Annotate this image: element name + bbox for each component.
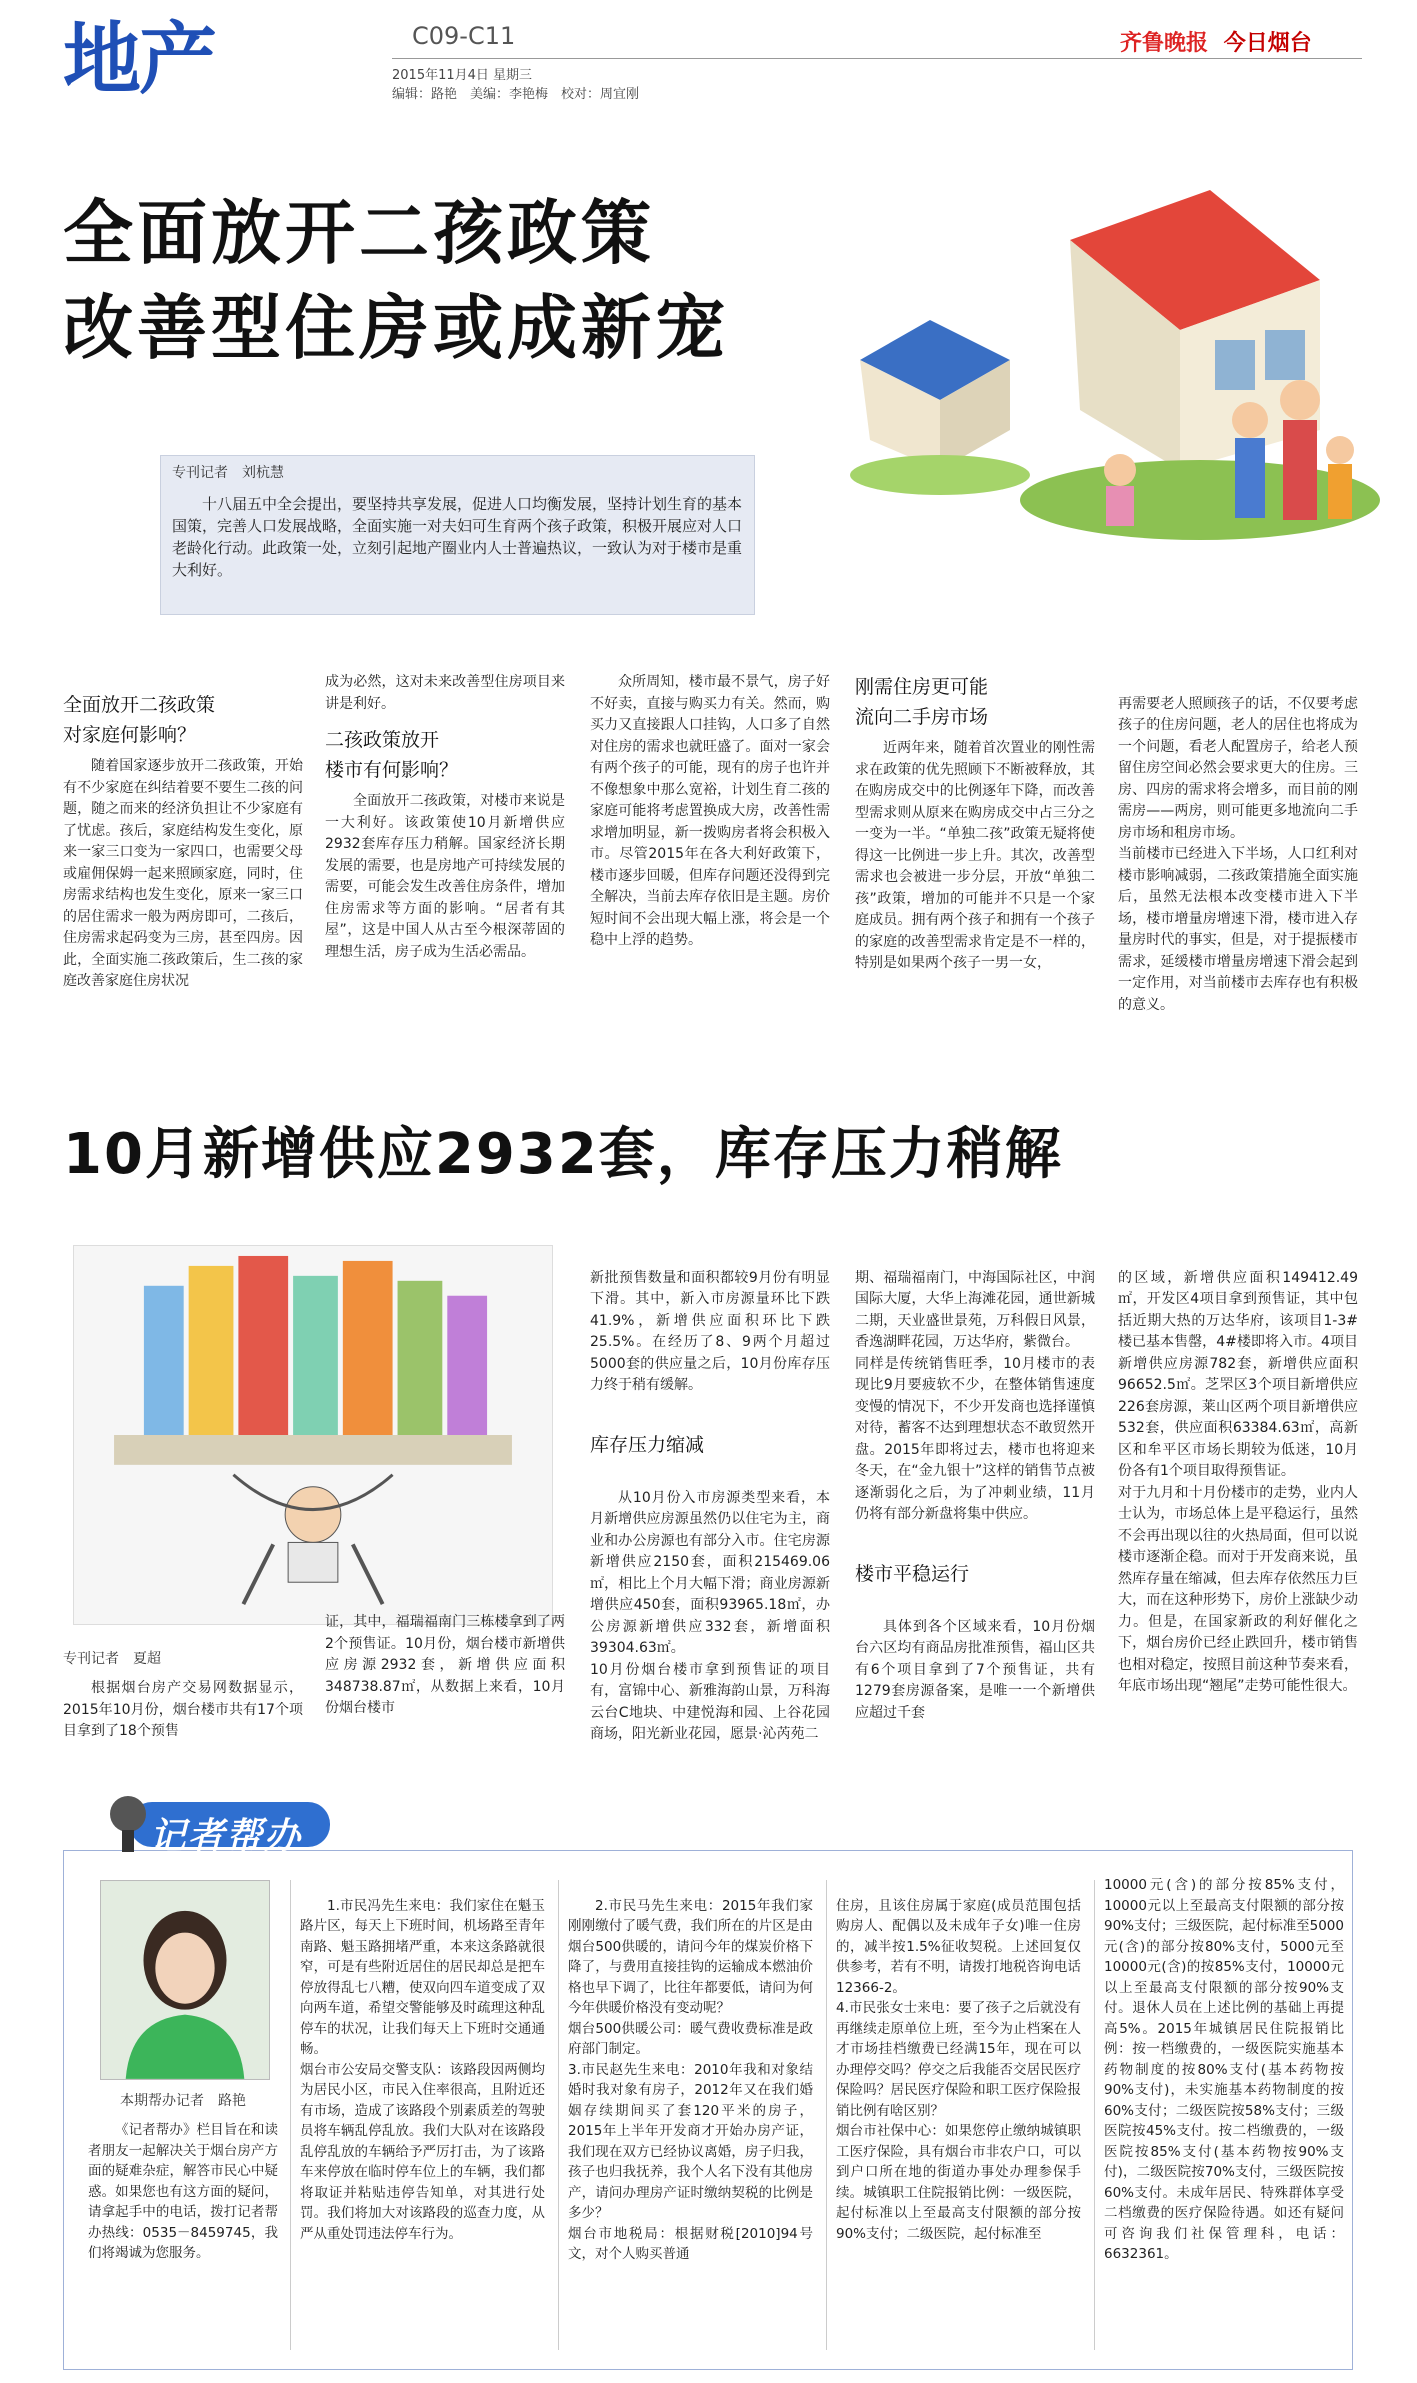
brand-tag: 今日烟台 — [1223, 31, 1312, 56]
subhead-3b: 流向二手房市场 — [855, 706, 989, 728]
article1-col1 — [63, 690, 303, 993]
help-col2 — [568, 1875, 813, 2285]
article2-text-2: 证，其中，福瑞福南门三栋楼拿到了两2个预售证。10月份，烟台楼市新增供应房源2932套，新增供应面积348738.87㎡，从数据上来看，10月份烟台楼市 — [325, 1614, 565, 1716]
subhead-1a: 全面放开二孩政策 — [63, 694, 216, 716]
article2-col2 — [325, 1612, 565, 1720]
subhead-stock: 库存压力缩减 — [590, 1434, 705, 1456]
issue-date: 2015年11月4日 星期三 — [392, 68, 533, 83]
section-logo: 地产 — [63, 15, 216, 105]
article1-col5 — [1118, 672, 1358, 1038]
article2-col3 — [590, 1246, 830, 1767]
page-range: C09-C11 — [412, 22, 516, 50]
help-col1 — [300, 1875, 545, 2265]
article2-byline: 专刊记者 夏超 — [63, 1651, 161, 1667]
subhead-1b: 对家庭何影响？ — [63, 724, 197, 746]
article1-text-3: 众所周知，楼市最不景气，房子好不好卖，直接与购买力有关。然而，购买力又直接跟人口挂钩，人口多了自然对住房的需求也就旺盛了。面对一家会有两个孩子的可能，现有的房子也许并不像想象中那么宽裕，计划生育二孩的家庭可能将考虑置换成大房，改善性需求增加明显，新一拨购房者将会积极入市。尽管2015年在各大利好政策下，楼市逐步回暖，但库存问题还没得到完全解决，当前去库存依旧是主题。房价短时间不会出现大幅上涨，将会是一个稳中上浮的趋势。 — [590, 674, 830, 948]
issue-meta — [392, 66, 639, 104]
family-house-illustration — [820, 170, 1380, 590]
subhead-2b: 楼市有何影响？ — [325, 759, 459, 781]
subhead-2a: 二孩政策放开 — [325, 729, 440, 751]
subhead-3a: 刚需住房更可能 — [855, 676, 989, 698]
article2-col4 — [855, 1246, 1095, 1746]
article1-text-4: 近两年来，随着首次置业的刚性需求在政策的优先照顾下不断被释放，其在购房成交中的比例逐年下降，而改善型需求则从原来在购房成交中占三分之一变为一半。“单独二孩”政策无疑将使得这一比例进一步上升。其次，改善型需求也会被进一步分层，开放“单独二孩”政策，增加的可能并不只是一个家庭成员。拥有两个孩子和拥有一个孩子的家庭的改善型需求肯定是不一样的，特别是如果两个孩子一男一女， — [855, 740, 1095, 971]
article2-col1 — [63, 1678, 303, 1743]
newspaper-brand — [1120, 26, 1312, 57]
subhead-stable: 楼市平稳运行 — [855, 1563, 970, 1585]
article1-text-2b: 全面放开二孩政策，对楼市来说是一大利好。该政策使10月新增供应2932套库存压力稍解。国家经济长期发展的需要，也是房地产可持续发展的需要，可能会发生改善住房条件，增加住房需求等方面的影响。“居者有其屋”，这是中国人从古至今根深蒂固的理想生活，房子成为生活必需品。 — [325, 793, 565, 960]
article1-text-1: 随着国家逐步放开二孩政策，开始有不少家庭在纠结着要不要生二孩的问题，随之而来的经济负担让不少家庭有了忧虑。孩后，家庭结构发生变化，原来一家三口变为一家四口，也需要父母或雇佣保姆一起来照顾家庭，同时，住房需求结构也发生变化，原来一家三口的居住需求一般为两房即可，二孩后，住房需求起码变为三房，甚至四房。因此，全面实施二孩政策后，生二孩的家庭改善家庭住房状况 — [63, 758, 303, 989]
article2-col5 — [1118, 1246, 1358, 1719]
header-divider — [392, 58, 1362, 59]
article2-text-3a: 新批预售数量和面积都较9月份有明显下滑。其中，新入市房源量环比下跌41.9%，新增供应面积环比下跌25.5%。在经历了8、9两个月超过5000套的供应量之后，10月份库存压力终于稍有缓解。 — [590, 1269, 830, 1393]
help-divider-3 — [826, 1880, 827, 2350]
help-text-3: 住房，且该住房属于家庭(成员范围包括购房人、配偶以及未成年子女)唯一住房的，减半按1.5%征收契税。上述回复仅供参考，若有不明，请拨打地税咨询电话12366-2。 4.市民张女士来电：要了孩子之后就没有再继续走原单位上班，至今为止档案在人才市场挂档缴费已经满15年，现在可以办理停交吗？停交之后我能否交居民医疗保险吗？居民医疗保险和职工医疗保险报销比例有啥区别？ 烟台市社保中心：如果您停止缴纳城镇职工医疗保险，具有烟台市非农户口，可以到户口所在地的街道办事处办理参保手续。城镇职工住院报销比例：一级医院，起付标准以上至最高支付限额的部分按90%支付；二级医院，起付标准至 — [836, 1897, 1081, 2242]
lead-paragraph: 十八届五中全会提出，要坚持共享发展，促进人口均衡发展，坚持计划生育的基本国策，完善人口发展战略，全面实施一对夫妇可生育两个孩子政策，积极开展应对人口老龄化行动。此政策一处，立刻引起地产圈业内人士普遍热议，一致认为对于楼市是重大利好。 — [172, 495, 743, 579]
help-divider-1 — [290, 1880, 291, 2350]
brand-name: 齐鲁晚报 — [1120, 31, 1209, 56]
article1-col4 — [855, 672, 1095, 975]
help-divider-2 — [558, 1880, 559, 2350]
help-title: 记者帮办 — [150, 1816, 303, 1857]
help-divider-4 — [1094, 1880, 1095, 2350]
article2-headline: 10月新增供应2932套，库存压力稍解 — [63, 1122, 1063, 1187]
reporter-caption: 本期帮办记者 路艳 — [120, 2093, 246, 2109]
article1-col3 — [590, 672, 830, 952]
help-text-1: 1.市民冯先生来电：我们家住在魁玉路片区，每天上下班时间，机场路至青年南路、魁玉路拥堵严重，本来这条路就很窄，可是有些附近居住的居民却总是把车停放得乱七八糟，使双向四车道变成了双向两车道，希望交警能够及时疏理这种乱停车的状况，让我们每天上下班时交通通畅。 烟台市公安局交警支队：该路段因两侧均为居民小区，市民入住率很高，且附近还有市场，造成了该路段个别素质差的驾驶员将车辆乱停乱放。我们大队对在该路段乱停乱放的车辆给予严厉打击，为了该路车来停放在临时停车位上的车辆，我们都将取证并粘贴违停告知单，对其进行处罚。我们将加大对该路段的巡查力度，从严从重处罚违法停车行为。 — [300, 1897, 545, 2242]
article2-text-1: 根据烟台房产交易网数据显示，2015年10月份，烟台楼市共有17个项目拿到了18个预售 — [63, 1680, 303, 1739]
help-intro — [88, 2120, 278, 2264]
reporter-photo — [100, 1880, 270, 2080]
article1-text-2a: 成为必然，这对未来改善型住房项目来讲是利好。 — [325, 674, 565, 712]
article2-text-3b: 从10月份入市房源类型来看，本月新增供应房源虽然仍以住宅为主，商业和办公房源也有部分入市。住宅房源新增供应2150套，面积215469.06㎡，相比上个月大幅下滑；商业房源新增供应450套，面积93965.18㎡，办公房源新增供应332套，新增面积39304.63㎡。 10月份烟台楼市拿到预售证的项目有，富锦中心、新雅海韵山景，万科海云台C地块、中建悦海和园、上谷花园商场，阳光新业花园，愿景·沁芮苑二 — [590, 1489, 830, 1742]
issue-editors: 编辑：路艳 美编：李艳梅 校对：周宜刚 — [392, 87, 640, 102]
headline-line-1: 全面放开二孩政策 — [63, 192, 655, 274]
help-col3 — [836, 1875, 1081, 2265]
article2-text-4b: 具体到各个区域来看，10月份烟台六区均有商品房批准预售，福山区共有6个项目拿到了7个预售证，共有1279套房源备案，是唯一一个新增供应超过千套 — [855, 1618, 1095, 1721]
help-intro-text: 《记者帮办》栏目旨在和读者朋友一起解决关于烟台房产方面的疑难杂症，解答市民心中疑惑。如果您也有这方面的疑问，请拿起手中的电话，拨打记者帮办热线：0535－8459745，我们将竭诚为您服务。 — [88, 2122, 278, 2261]
lead-byline: 专刊记者 刘杭慧 — [172, 465, 284, 481]
help-col4 — [1104, 1875, 1344, 2265]
help-text-4: 10000元(含)的部分按85%支付，10000元以上至最高支付限额的部分按90%支付；三级医院，起付标准至5000元(含)的部分按80%支付，5000元至10000元(含)的按85%支付，10000元以上至最高支付限额的部分按90%支付。退休人员在上述比例的基础上再提高5%。2015年城镇居民住院报销比例：按一档缴费的，一级医院实施基本药物制度的按80%支付(基本药物按90%支付)，未实施基本药物制度的按60%支付；二级医院按58%支付；三级医院按45%支付。按二档缴费的，一级医院按85%支付(基本药物按90%支付)，二级医院按70%支付，三级医院按60%支付。未成年居民、特殊群体享受二档缴费的医疗保险待遇。如还有疑问可咨询我们社保管理科，电话：6632361。 — [1104, 1877, 1344, 2262]
article2-text-4a: 期、福瑞福南门，中海国际社区，中润国际大厦，大华上海滩花园，通世新城二期，天业盛世景苑，万科假日风景，香逸湖畔花园，万达华府，紫微台。 同样是传统销售旺季，10月楼市的表现比9月要疲软不少，在整体销售速度变慢的情况下，不少开发商也选择谨慎对待，蓄客不达到理想状态不敢贸然开盘。2015年即将过去，楼市也将迎来冬天，在“金九银十”这样的销售节点被逐渐弱化之后，为了冲刺业绩，11月仍将有部分新盘将集中供应。 — [855, 1269, 1095, 1522]
help-text-2: 2.市民马先生来电：2015年我们家刚刚缴付了暖气费，我们所在的片区是由烟台500供暖的，请问今年的煤炭价格下降了，与费用直接挂钩的运输成本燃油价格也早下调了，比往年都要低，请问为何今年供暖价格没有变动呢？ 烟台500供暖公司：暖气费收费标准是政府部门制定。 3.市民赵先生来电：2010年我和对象结婚时我对象有房子，2012年又在我们婚姻存续期间买了套120平米的房子，2015年上半年开发商才开始办房产证，我们现在双方已经协议离婚，房子归我，孩子也归我抚养，我个人名下没有其他房产，请问办理房产证时缴纳契税的比例是多少？ 烟台市地税局：根据财税[2010]94号文，对个人购买普通 — [568, 1897, 813, 2262]
headline-line-2: 改善型住房或成新宠 — [63, 287, 729, 369]
city-burden-illustration — [73, 1245, 553, 1625]
article1-col2 — [325, 672, 565, 963]
article2-text-5: 的区域，新增供应面积149412.49㎡，开发区4项目拿到预售证，其中包括近期大热的万达华府，该项目1-3#楼已基本售罄，4#楼即将入市。4项目新增供应房源782套，新增供应面积96652.5㎡。芝罘区3个项目新增供应226套房源，莱山区两个项目新增供应532套，供应面积63384.63㎡，高新区和牟平区市场长期较为低迷，10月份各有1个项目取得预售证。 对于九月和十月份楼市的走势，业内人士认为，市场总体上是平稳运行，虽然不会再出现以往的火热局面，但可以说楼市逐渐企稳。而对于开发商来说，虽然库存量在缩减，但去库存依然压力巨大，而在这种形势下，房价上涨缺少动力。但是，在国家新政的利好催化之下，烟台房价已经止跌回升，楼市销售也相对稳定，按照目前这种节奏来看，年底市场出现“翘尾”走势可能性很大。 — [1118, 1269, 1358, 1694]
article1-text-5: 再需要老人照顾孩子的话，不仅要考虑孩子的住房问题，老人的居住也将成为一个问题，看老人配置房子，给老人预留住房空间必然会要求更大的住房。三房、四房的需求将会增多，而目前的刚需房——两房，则可能更多地流向二手房市场和租房市场。 当前楼市已经进入下半场，人口红利对楼市影响减弱，二孩政策措施全面实施后，虽然无法根本改变楼市进入下半场，楼市增量房增速下滑，楼市进入存量房时代的事实，但是，对于提振楼市需求，延缓楼市增量房增速下滑会起到一定作用，对当前楼市去库存也有积极的意义。 — [1118, 695, 1358, 1013]
